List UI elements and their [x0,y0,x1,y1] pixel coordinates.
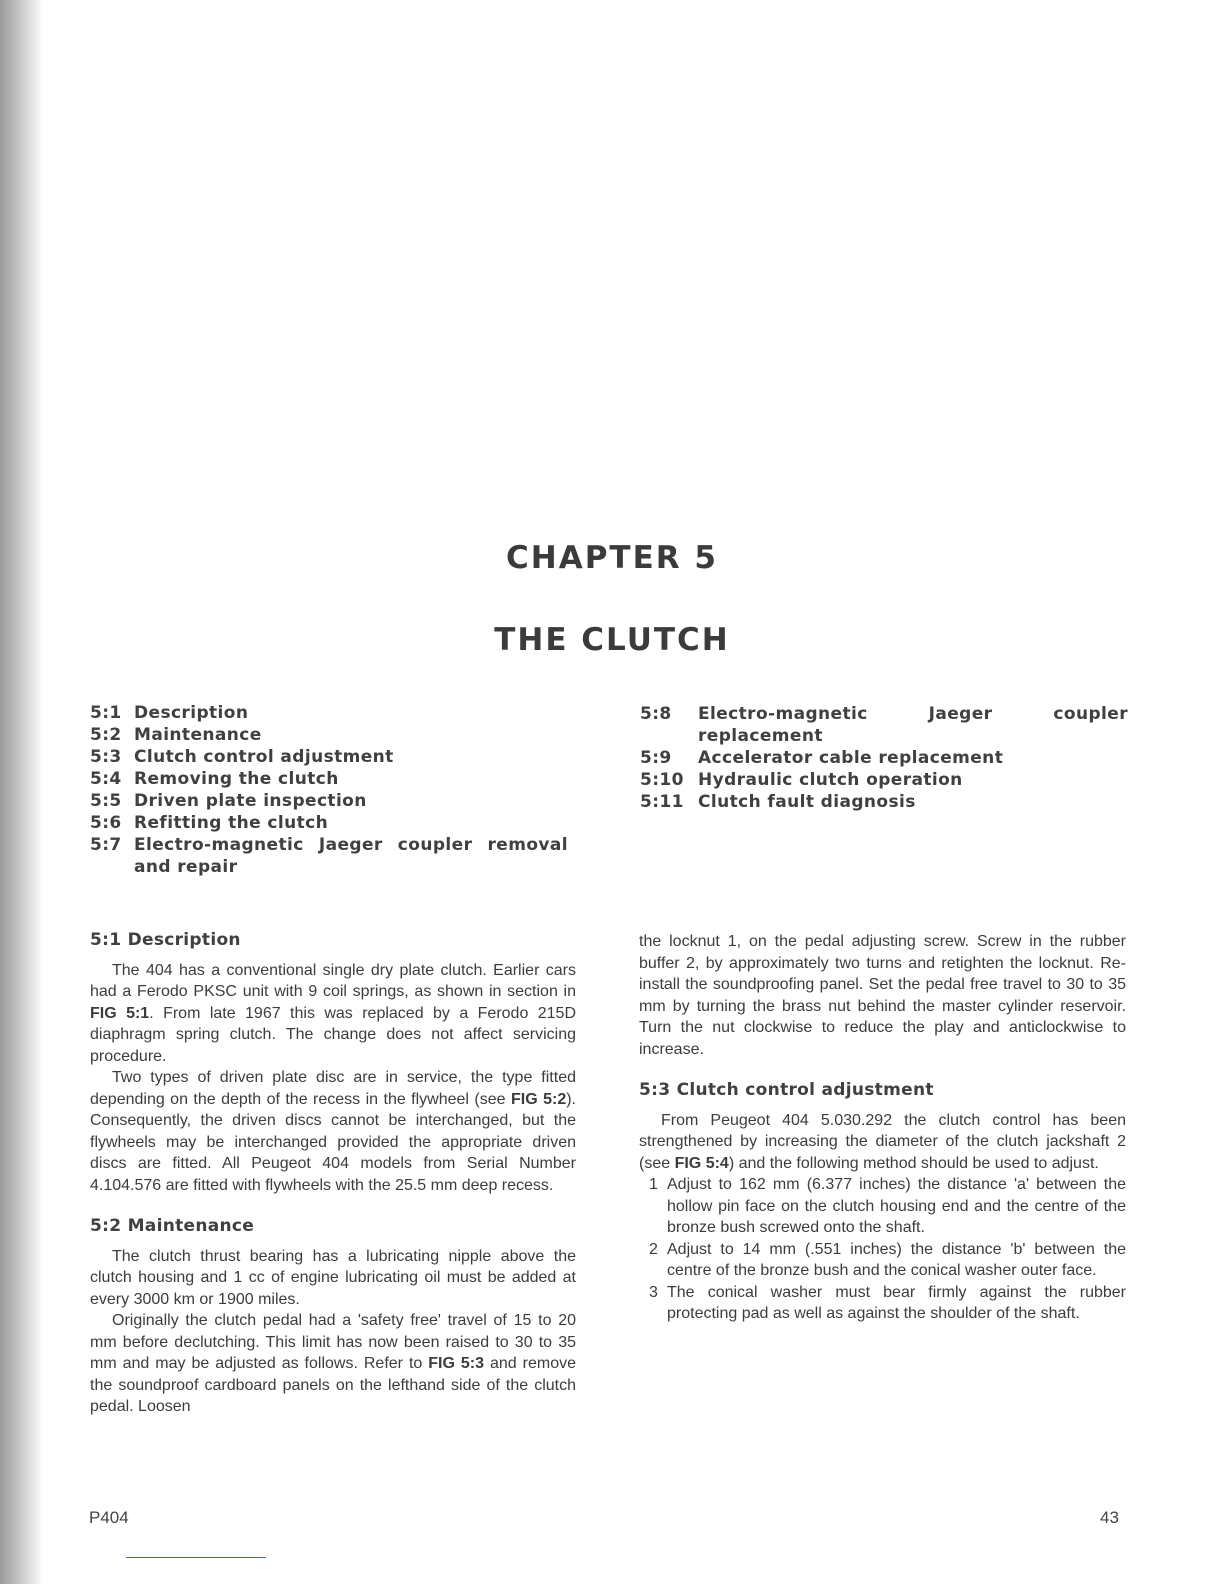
paragraph: The clutch thrust bearing has a lubricating nipple above the clutch housing and 1 cc of engine lubricating oil must be added at every 3000 km or 1900 miles. [90,1247,576,1308]
toc-entry [90,812,568,834]
paragraph [639,1110,1126,1175]
footer-rule [126,1557,266,1558]
text-run: ). Consequently, the driven discs cannot be interchanged, but the flywheels may be interchanged provided the appropriate driven discs are fitted. All Peugeot 404 models from Serial Number 4.104.576 are fitted with flywheels with the 25.5 mm deep recess. [90,1090,576,1194]
toc-left-column [90,702,568,878]
paragraph [90,960,576,1068]
toc-number: 5:8 [640,704,672,724]
toc-number: 5:9 [640,748,672,768]
toc-entry [640,703,1128,747]
toc-number: 5:7 [90,835,122,855]
toc-entry [640,769,1128,791]
toc-label: Removing the clutch [134,769,339,789]
toc-entry [90,834,568,878]
toc-entry [90,746,568,768]
chapter-title: THE CLUTCH [494,622,730,658]
page-number: 43 [1100,1508,1119,1527]
text-run: From Peugeot 404 5.030.292 the clutch control has been strengthened by increasing the diameter of the clutch jackshaft 2 (see [639,1111,1126,1172]
toc-entry [640,791,1128,813]
paragraph-continued: the locknut 1, on the pedal adjusting screw. Screw in the rubber buffer 2, by approximately two turns and retighten the locknut. Re-install the soundproofing panel. Set the pedal free travel to 30 to 35 mm by turning the brass nut behind the master cylinder reservoir. Turn the nut clockwise to reduce the play and anticlockwise to increase. [639,933,1126,1058]
toc-label: Description [134,703,249,723]
section-heading-maintenance: 5:2 Maintenance [90,1216,255,1236]
toc-number: 5:1 [90,703,122,723]
body-right-column [639,931,1126,1325]
toc-label: Accelerator cable replacement [698,748,1004,768]
toc-right-column [640,703,1128,813]
numbered-step [639,1174,1126,1239]
body-left-column [90,930,576,1418]
figure-reference: FIG 5:2 [510,1090,567,1108]
step-text: The conical washer must bear firmly against the rubber protecting pad as well as against the shoulder of the shaft. [667,1283,1126,1322]
numbered-step [639,1282,1126,1325]
toc-entry [90,702,568,724]
text-run: and remove the soundproof cardboard panels on the lefthand side of the clutch pedal. Loosen [90,1355,577,1415]
paragraph [90,1310,576,1418]
figure-reference: FIG 5:1 [90,1004,150,1022]
toc-label: Refitting the clutch [134,813,329,833]
book-spine-shadow [0,0,42,1584]
toc-label: Hydraulic clutch operation [698,770,963,790]
text-run: The 404 has a conventional single dry plate clutch. Earlier cars had a Ferodo PKSC unit with 9 coil springs, as shown in section in [90,961,576,1000]
section-heading-description: 5:1 Description [90,930,241,950]
toc-label: Driven plate inspection [134,791,367,811]
figure-reference: FIG 5:4 [674,1154,729,1172]
toc-number: 5:6 [90,813,122,833]
text-run: ) and the following method should be used to adjust. [728,1154,1099,1172]
text-run: . From late 1967 this was replaced by a Ferodo 215D diaphragm spring clutch. The change does not affect servicing procedure. [90,1004,577,1065]
toc-label: Clutch control adjustment [134,747,394,767]
chapter-number: CHAPTER 5 [506,540,718,576]
step-number: 3 [649,1283,658,1301]
step-number: 1 [649,1176,658,1193]
step-text: Adjust to 14 mm (.551 inches) the distance 'b' between the centre of the bronze bush and the conical washer outer face. [667,1240,1126,1279]
toc-entry [90,790,568,812]
figure-reference: FIG 5:3 [428,1355,485,1372]
toc-entry [90,724,568,746]
toc-number: 5:4 [90,769,122,789]
step-text: Adjust to 162 mm (6.377 inches) the distance 'a' between the hollow pin face on the clutch housing end and the centre of the bronze bush screwed onto the shaft. [667,1176,1126,1236]
toc-label: Maintenance [134,725,262,745]
toc-number: 5:2 [90,725,122,745]
toc-entry [90,768,568,790]
paragraph [90,1067,576,1196]
section-heading-clutch-control-adjustment: 5:3 Clutch control adjustment [639,1080,934,1100]
text-run: Two types of driven plate disc are in service, the type fitted depending on the depth of the recess in the flywheel (see [90,1069,576,1108]
text-run: Originally the clutch pedal had a 'safety free' travel of 15 to 20 mm before declutching. This limit has now been raised to 30 to 35 mm and may be adjusted as follows. Refer to [90,1312,576,1372]
toc-number: 5:11 [640,792,684,812]
toc-number: 5:3 [90,747,122,767]
toc-number: 5:5 [90,791,122,811]
toc-label: Electro-magnetic Jaeger coupler replacement [698,704,1128,746]
toc-label: Electro-magnetic Jaeger coupler removal and repair [134,835,568,877]
toc-label: Clutch fault diagnosis [698,792,916,812]
step-number: 2 [649,1240,658,1258]
toc-entry [640,747,1128,769]
numbered-step [639,1239,1126,1282]
toc-number: 5:10 [640,770,684,790]
footer-book-code: P404 [89,1508,129,1527]
